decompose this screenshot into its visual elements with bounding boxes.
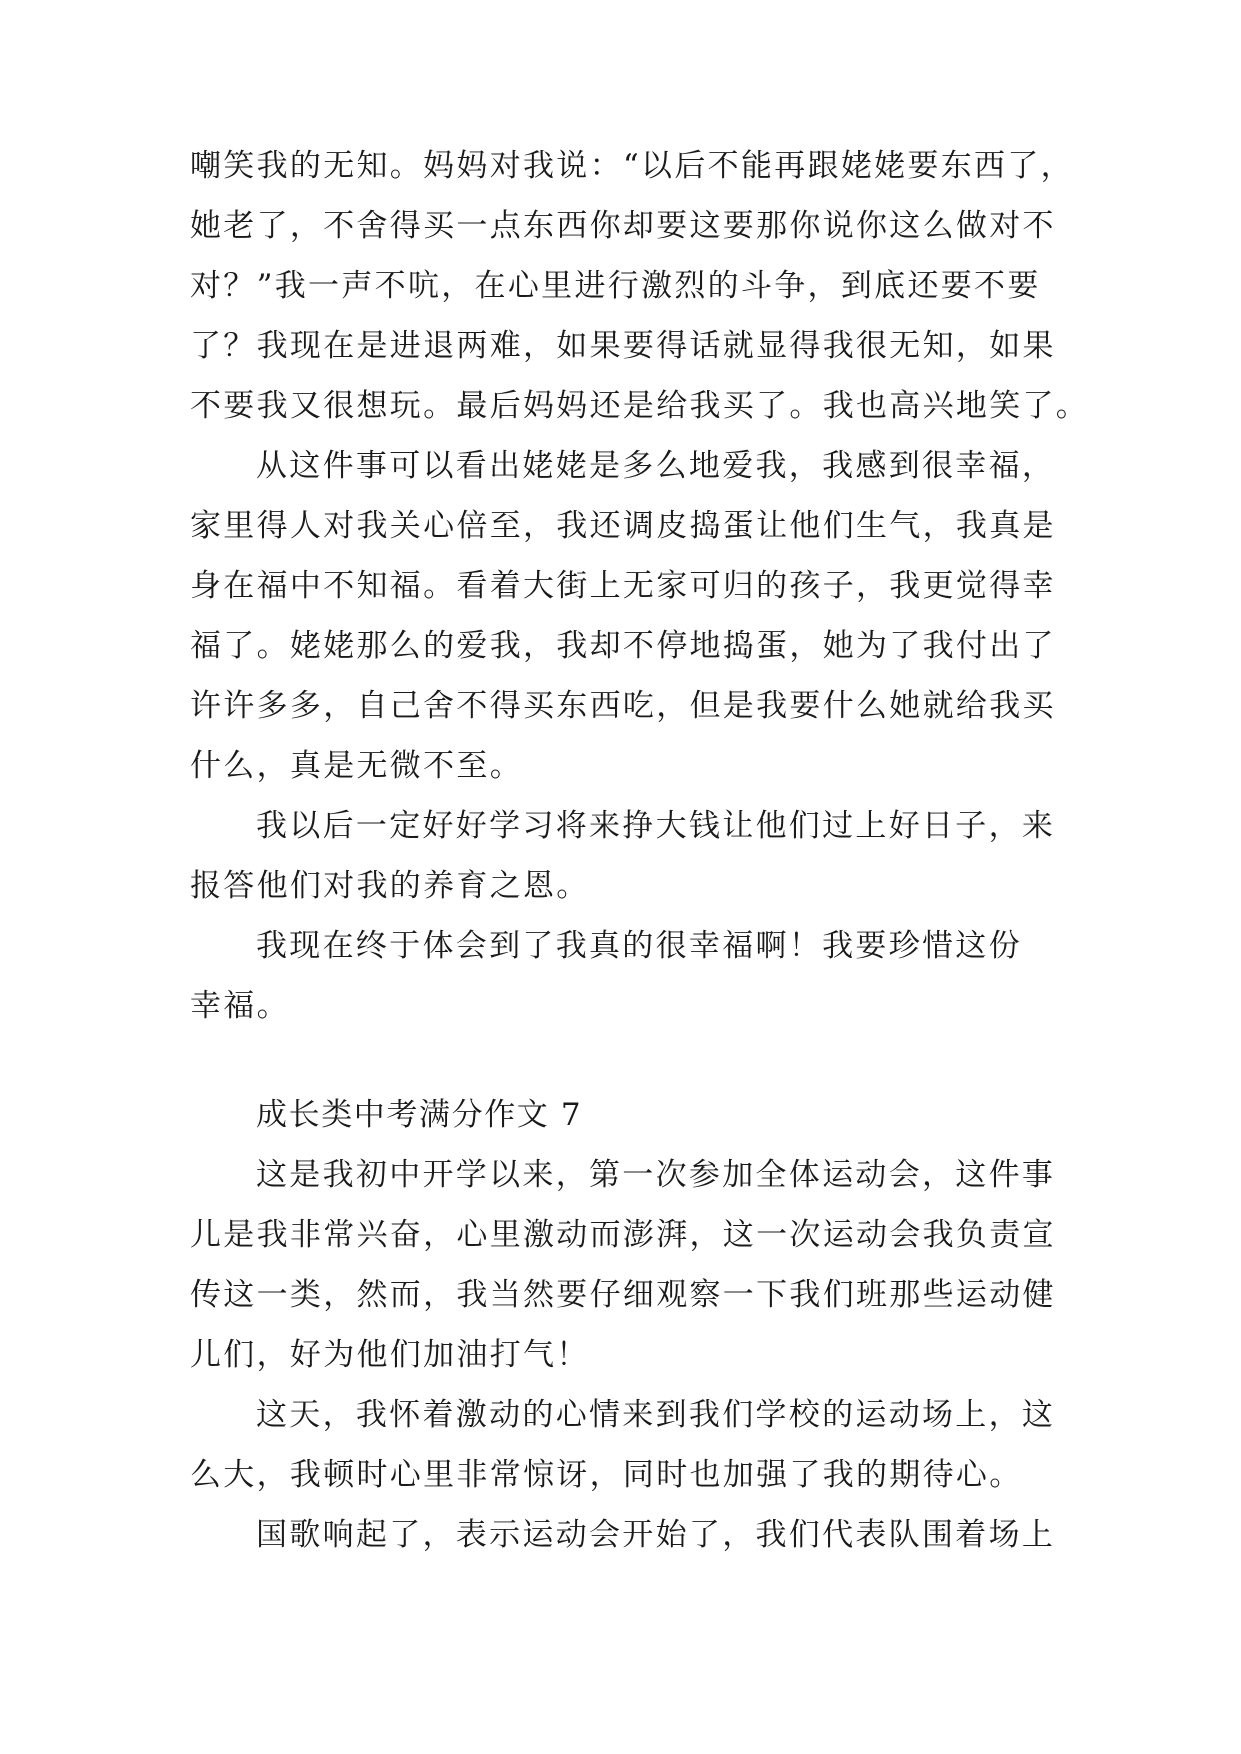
- text-line: 儿们，好为他们加油打气！: [190, 1337, 590, 1373]
- text-line: 许许多多，自己舍不得买东西吃，但是我要什么她就给我买: [190, 688, 1056, 724]
- text-line: 身在福中不知福。看着大街上无家可归的孩子，我更觉得幸: [190, 568, 1056, 604]
- text-line: 么大，我顿时心里非常惊讶，同时也加强了我的期待心。: [190, 1457, 1023, 1493]
- text-line: 不要我又很想玩。最后妈妈还是给我买了。我也高兴地笑了。: [190, 388, 1090, 424]
- text-line: 传这一类，然而，我当然要仔细观察一下我们班那些运动健: [190, 1277, 1056, 1313]
- text-line: 从这件事可以看出姥姥是多么地爱我，我感到很幸福，: [256, 448, 1056, 484]
- text-line: 儿是我非常兴奋，心里激动而澎湃，这一次运动会我负责宣: [190, 1217, 1056, 1253]
- body-text-top: [190, 136, 1090, 1036]
- text-line: 这是我初中开学以来，第一次参加全体运动会，这件事: [256, 1157, 1056, 1193]
- text-line: 她老了，不舍得买一点东西你却要这要那你说你这么做对不: [190, 208, 1056, 244]
- text-line: 福了。姥姥那么的爱我，我却不停地捣蛋，她为了我付出了: [190, 628, 1056, 664]
- text-line: 了？我现在是进退两难，如果要得话就显得我很无知，如果: [190, 328, 1056, 364]
- text-line: 幸福。: [190, 988, 290, 1024]
- text-line: 国歌响起了，表示运动会开始了，我们代表队围着场上: [256, 1517, 1056, 1553]
- text-line: 我以后一定好好学习将来挣大钱让他们过上好日子，来: [256, 808, 1056, 844]
- text-line: 我现在终于体会到了我真的很幸福啊！我要珍惜这份: [256, 928, 1022, 964]
- body-text-bottom: [190, 1085, 1056, 1565]
- text-line: 这天，我怀着激动的心情来到我们学校的运动场上，这: [256, 1397, 1056, 1433]
- section-title: 成长类中考满分作文 7: [256, 1097, 583, 1133]
- text-line: 什么，真是无微不至。: [190, 748, 523, 784]
- text-line: 报答他们对我的养育之恩。: [190, 868, 590, 904]
- text-line: 对？”我一声不吭，在心里进行激烈的斗争，到底还要不要: [190, 268, 1041, 304]
- text-line: 嘲笑我的无知。妈妈对我说：“以后不能再跟姥姥要东西了，: [190, 148, 1074, 184]
- text-line: 家里得人对我关心倍至，我还调皮捣蛋让他们生气，我真是: [190, 508, 1056, 544]
